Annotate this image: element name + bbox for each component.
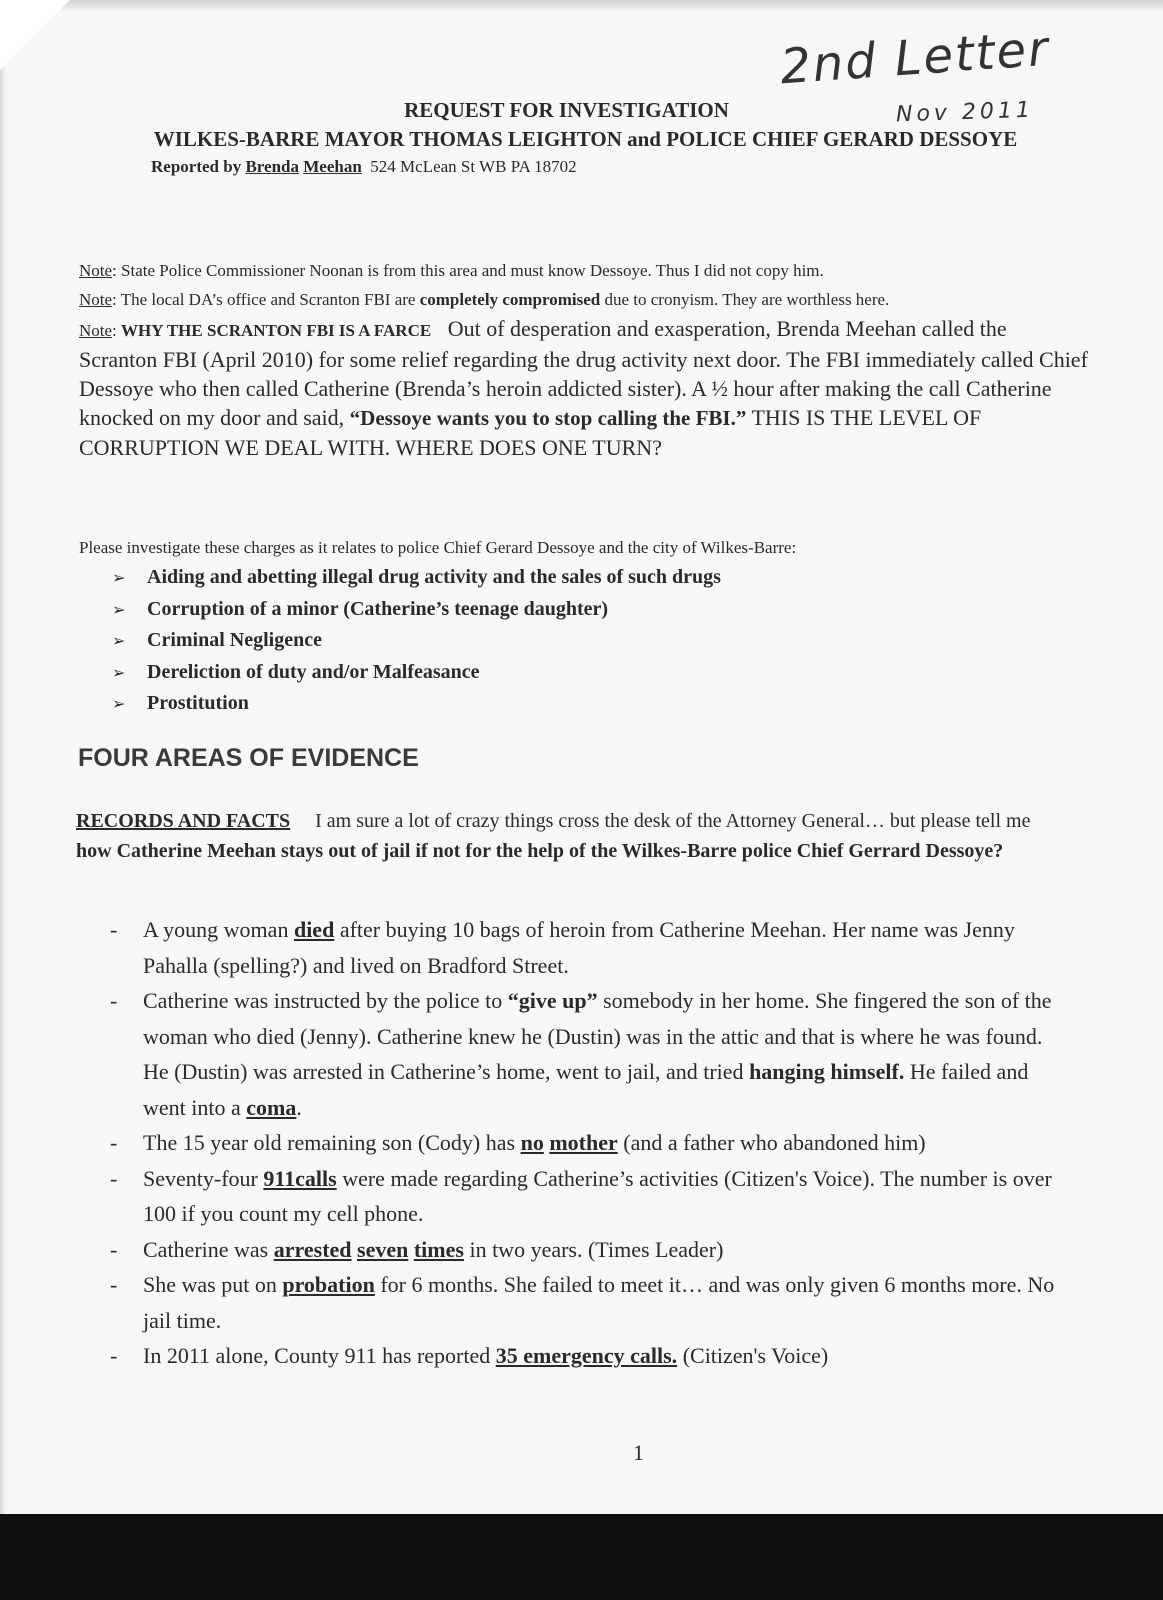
records-paragraph [76,806,1066,866]
records-label: RECORDS AND FACTS [76,810,291,832]
records-text: I am sure a lot of crazy things cross the desk of the Attorney General… but please tell me [315,810,1031,832]
list-item: ➢ Prostitution [112,688,721,720]
scan-edge-left [0,0,6,1514]
arrow-bullet-icon: ➢ [112,599,126,619]
page-number: 1 [633,1440,644,1465]
reporter-last-name: Meehan [303,157,362,176]
note-2-text-a: The local DA’s office and Scranton FBI are [120,290,416,309]
charges-intro: Please investigate these charges as it relates to police Chief Gerard Dessoye and the city of Wilkes-Barre: [79,538,797,557]
list-item: - Seventy-four 911calls were made regarding Catherine’s activities (Citizen's Voice). The number is over 100 if you count my cell phone. [110,1165,1052,1226]
scan-edge-bottom [0,1514,1163,1600]
arrow-bullet-icon: ➢ [112,631,126,650]
charges-list [112,562,721,720]
folded-corner [0,0,70,70]
note-label: Note [79,290,113,309]
reported-prefix: Reported by [151,157,242,176]
note-3-text-b: THIS IS THE LEVEL OF CORRUPTION WE DEAL WITH. WHERE DOES ONE TURN? [79,405,982,460]
document-title: REQUEST FOR INVESTIGATION [404,98,729,122]
note-2-bold: completely compromised [419,290,601,309]
list-item: - In 2011 alone, County 911 has reported 35 emergency calls. (Citizen's Voice) [110,1343,829,1368]
note-label: Note [79,321,113,340]
arrow-bullet-icon: ➢ [112,662,126,682]
note-3-heading: WHY THE SCRANTON FBI IS A FARCE [121,321,432,340]
list-item: ➢ Criminal Negligence [112,625,721,657]
handwritten-date: Nov 2011 [895,97,1035,128]
note-label: Note [79,261,113,280]
list-item: ➢ Aiding and abetting illegal drug activity and the sales of such drugs [112,562,721,594]
note-3-text-a: Out of desperation and exasperation, Brenda Meehan called the Scranton FBI (April 2010) for some relief regarding the drug activity next door. The FBI immediately called Chief Dessoye who then called Catherine (Brenda’s heroin addicted sister). A ½ hour after making the call Catherine knocked on my door and said, [79,316,1088,430]
handwritten-note: 2nd Letter [778,20,1052,96]
list-item: ➢ Dereliction of duty and/or Malfeasance [112,657,721,689]
evidence-heading: FOUR AREAS OF EVIDENCE [78,744,419,772]
reporter-first-name: Brenda [245,157,299,176]
arrow-bullet-icon: ➢ [112,568,126,587]
scan-edge-top [0,0,1163,12]
document-subtitle: WILKES-BARRE MAYOR THOMAS LEIGHTON and POLICE CHIEF GERARD DESSOYE [153,127,1018,151]
note-3-quote: “Dessoye wants you to stop calling the FBI.” [349,406,747,430]
note-1: Note: State Police Commissioner Noonan is from this area and must know Dessoye. Thus I did not copy him. [79,261,824,280]
list-item: - The 15 year old remaining son (Cody) has no mother (and a father who abandoned him) [110,1130,926,1155]
note-3: Note: WHY THE SCRANTON FBI IS A FARCE Out of desperation and exasperation, Brenda Meehan called the Scranton FBI (April 2010) for some relief regarding the drug activity next door. The FBI immediately called Chief Dessoye who then called Catherine (Brenda’s heroin addicted sister). A ½ hour after making the call Catherine knocked on my door and said, “Dessoye wants you to stop calling the FBI.” THIS IS THE LEVEL OF CORRUPTION WE DEAL WITH. WHERE DOES ONE TURN? [79,316,1088,460]
note-2-text-b: due to cronyism. They are worthless here. [604,290,890,309]
list-item: - She was put on probation for 6 months. She failed to meet it… and was only given 6 months more. No jail time. [110,1272,1055,1333]
arrow-bullet-icon: ➢ [112,694,126,713]
list-item: - Catherine was arrested seven times in two years. (Times Leader) [110,1236,724,1262]
note-1-text: State Police Commissioner Noonan is from this area and must know Dessoye. Thus I did not copy him. [121,261,824,280]
records-bold: how Catherine Meehan stays out of jail if not for the help of the Wilkes-Barre police Chief Gerrard Dessoye? [76,840,1004,862]
list-item: ➢ Corruption of a minor (Catherine’s teenage daughter) [112,594,721,626]
reporter-address: 524 McLean St WB PA 18702 [370,157,577,176]
list-item: - Catherine was instructed by the police to “give up” somebody in her home. She fingered the son of the woman who died (Jenny). Catherine knew he (Dustin) was in the attic and that is where he was found. He (Dustin) was arrested in Catherine’s home, went to jail, and tried hanging himself. He failed and went into a coma. [110,988,1052,1120]
reported-by-line [151,157,577,177]
facts-list [110,912,1070,1374]
list-item: - A young woman died after buying 10 bags of heroin from Catherine Meehan. Her name was Jenny Pahalla (spelling?) and lived on Bradford Street. [110,917,1015,978]
note-2: Note: The local DA’s office and Scranton FBI are completely compromised due to cronyism. They are worthless here. [79,290,890,309]
